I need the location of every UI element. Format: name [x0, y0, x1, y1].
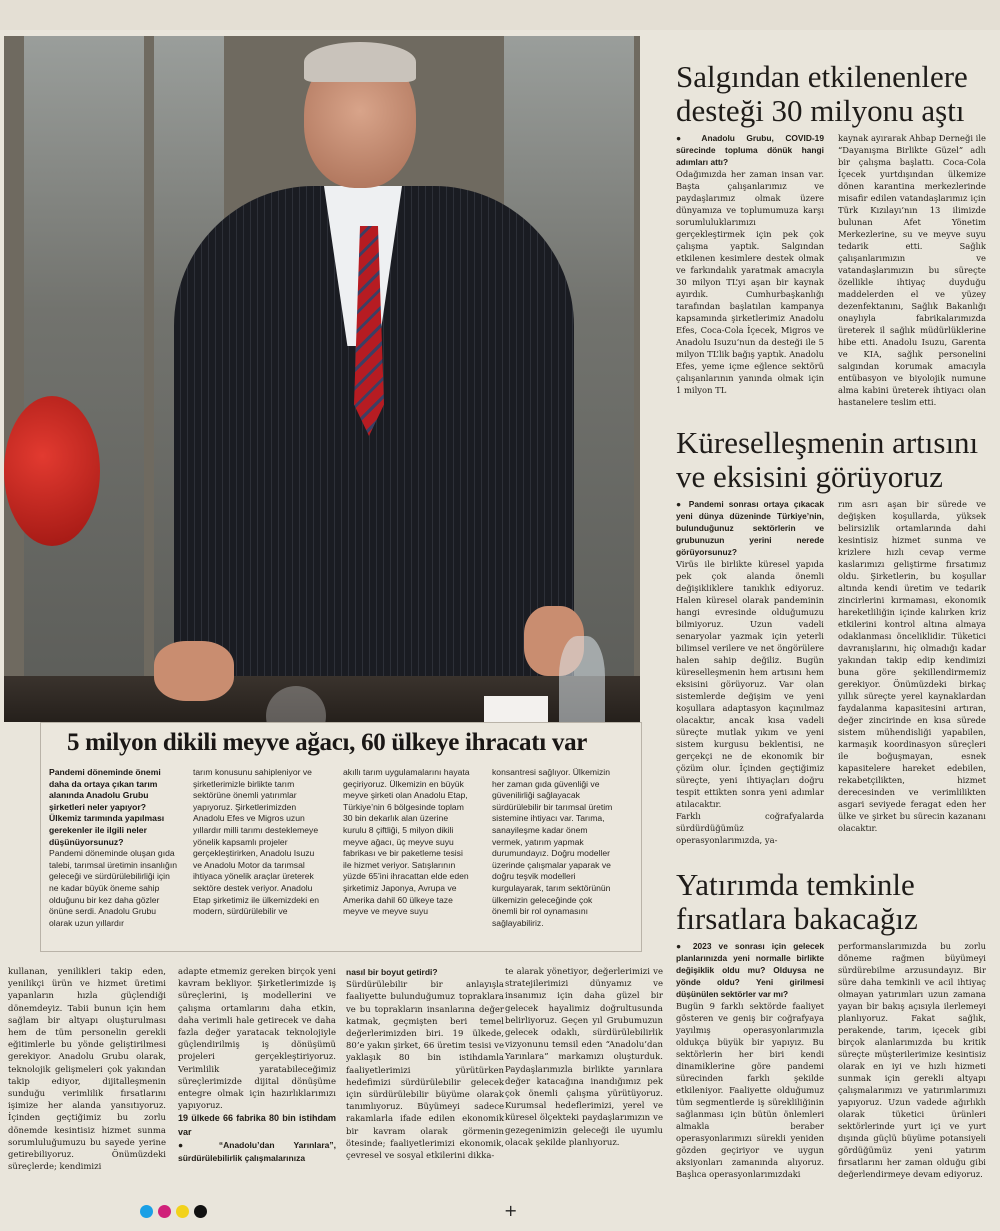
article1-question: ● Anadolu Grubu, COVID-19 sürecinde topluma dönük hangi adımları attı? [676, 133, 824, 167]
bottom-col-4: te alarak yönetiyor, değerlerimizi ve stratejilerimizi dünyamız ve insanımız için daha güzel bir gelecek hayalimiz doğrultusunda belirliyoruz. Geçen yıl Grubumuzun gelecek odaklı, sürdürülebilirlik vizyonunu temsil eden “Anadolu’dan Yarınlara” markamızı oluşturduk. Paydaşlarımızla birlikte yarınlara değer katacağına inandığımız pek çok önemli çalışma yürütüyoruz. Kurumsal hedeflerimizi, yerel ve küresel ölçekteki paydaşlarımızın ve gezegenimizin geleceği ile uyumlu olacak şekilde planlıyoruz. [505, 967, 663, 1148]
article3-col-right: performanslarımızda bu zorlu döneme rağmen büyümeyi sürdürebilme arzusundayız. Bir süre daha temkinli ve acil ihtiyaç olmayan yatırımları uzun zamana yayan bir bakış açısıyla ilerlemeyi planlıyoruz. Fakat sağlık, perakende, tarım, içecek gibi birçok alanlarımızda bu kritik süreçte müşterilerimize kesintisiz olarak en iyi ve hızlı hizmeti sunmak için gerekli altyapı çalışmalarımızı ve yatırımlarımızı yapıyoruz. Uzun vadede ağırlıklı olarak tüketici ürünleri sektörlerinde yurt içi ve yurt dışında güçlü büyüme potansiyeli gördüğümüz yeni yatırım fırsatlarını her zaman olduğu gibi değerlendirmeye devam ediyoruz. [838, 941, 986, 1179]
headline-3: Yatırımda temkinle fırsatlara bakacağız [676, 867, 918, 936]
article2-answer: Virüs ile birlikte küresel yapıda pek çok alanda önemli değişikliklere tanıklık ediyoruz. Halen küresel olarak pandeminin hangi evresinde olduğumuzu bilmiyoruz. Uzun vadeli senaryolar yazmak için yeterli bilimsel verilere ve net öngörülere halen sahip değiliz. Bugün küreselleşmenin hem artısını hem eksisini görüyoruz. Var olan sistemlerde değişim ve yeni koşullara adaptasyon kaçınılmaz olacaktır, ancak kısa vadeli süreçte mutlak yıkım ve yeni sistem kurgusu beklentisi, ne gerçekçi ne de ekonomik bir çözüm olur. İçinden geçtiğimiz süreçte, yeni ihtiyaçları doğru tespit ettikten sonra yeni adımlar atılacaktır. [676, 559, 824, 809]
red-decoration [4, 396, 100, 546]
box-question: Pandemi döneminde önemi daha da ortaya çıkan tarım alanında Anadolu Grubu şirketleri neler yapıyor? Ülkemiz tarımında yapılması gerekenler ile ilgili neler düşünüyorsunuz? [49, 767, 165, 847]
article2-question: ● Pandemi sonrası ortaya çıkacak yeni dünya düzeninde Türkiye’nin, bulunduğunuz sektörlerin ve grubunuzun yerini nerede görüyorsunuz? [676, 499, 824, 557]
article3-col-left [676, 940, 824, 1180]
bottom-col-2 [178, 966, 336, 1165]
headline-1: Salgından etkilenenlere desteği 30 milyonu aştı [676, 59, 968, 128]
bottom-question: ● “Anadolu’dan Yarınlara”, sürdürülebilirlik çalışmalarınıza [178, 1139, 336, 1164]
registration-dot-yellow [176, 1205, 189, 1218]
bottom-col-3 [346, 966, 504, 1162]
article2-col-left [676, 498, 824, 846]
headline-2: Küreselleşmenin artısını ve eksisini görüyoruz [676, 425, 979, 494]
article3-answer: Bugün 9 farklı sektörde faaliyet gösteren ve geniş bir coğrafyaya yayılmış operasyonlarımızla oldukça büyük bir yapıyız. Bu sektörlerin her biri kendi dinamiklerine göre pandemi sürecinden farklı şekilde etkileniyor. Faaliyette olduğumuz tüm segmentlerde iş sürekliliğinin sağlanması için bütün önlemleri almakla beraber operasyonlarımızı sürekli yeniden gözden geçiriyor ve uygun aksiyonları zamanında alıyoruz. Başlıca operasyonlarımızdaki [676, 1001, 824, 1179]
registration-cross: + [504, 1201, 518, 1220]
article3-question: ● 2023 ve sonrası için gelecek planlarınızda yeni normalle birlikte değişiklik oldu mu? Olduysa ne yönde oldu? Yeni girilmesi düşünülen sektörler var mı? [676, 941, 824, 999]
article1-answer: Odağımızda her zaman insan var. Başta çalışanlarımız ve paydaşlarımız olmak üzere dünyamıza ve toplumumuza karşı sorumluluklarımızı gerçekleştirmek için pek çok çalışma yaptık. Salgından etkilenen kesimlere destek olmak ve farkındalık yaratmak amacıyla 30 milyon TL’yi aşan bir kaynak ayırdık. Cumhurbaşkanlığı tarafından başlatılan kampanya kapsamında şirketlerimiz Anadolu Efes, Coca-Cola İçecek, Migros ve Anadolu Isuzu’nun da desteği ile 5 milyon TL’lik bağış yaptık. Anadolu Efes, yeme içme eğlence sektörü çalışanlarının yanında olmak için 1 milyon TL [676, 169, 824, 395]
box-column-1 [49, 767, 177, 929]
executive-photo [4, 36, 640, 722]
left-hand [154, 641, 234, 701]
bottom-col-1: kullanan, yenilikleri takip eden, yenilikçi ürün ve hizmet üretimi yapanların hızla güçlendiği dönemdeyiz. Tabii bunun için hem sağlam bir altyapı oluşturulması hem de tüm personelin gerekli eğitimlerle bu yönde geliştirilmesi gerekiyor. Anadolu Grubu olarak, teknolojik gelişmeleri çok yakından takip ediyor, dijitalleşmenin sunduğu verimlilik fırsatlarını işimize her alanda yansıtıyoruz. İçinden geçtiğimiz bu zorlu dönemde kesintisiz hizmet sunma sorumluluğumuzu bu sayede yerine getirebiliyoruz. Önümüzdeki süreçlerde; kendimizi [8, 967, 166, 1173]
box-column-4: konsantresi sağlıyor. Ülkemizin her zaman gıda güvenliği ve güvenilirliği sağlayacak sürdürülebilir bir tarımsal üretim sistemine ihtiyacı var. Tarıma, sanayileşme kadar önem vermek, yatırım yapmak durumundayız. Doğru modeller üzerinde çalışmalar yaparak ve doğru teşvik modelleri kurgulayarak, tarım sektörünün ülkemizin geleceğinde çok önemli bir rol oynamasını sağlayabiliriz. [492, 767, 613, 928]
subheading: 19 ülkede 66 fabrika 80 bin istihdam var [178, 1113, 336, 1137]
registration-dot-black [194, 1205, 207, 1218]
article1-col-left [676, 132, 824, 396]
box-column-2: tarım konusunu sahipleniyor ve şirketlerimizle birlikte tarım sektörüne önemli yatırımlar yapıyoruz. Şirketlerimizden Anadolu Efes ve Migros uzun yıllardır milli tarımı desteklemeye yönelik kapsamlı projeler gerçekleştirirken, Anadolu Isuzu ve Anadolu Motor da tarımsal ihtiyaca yönelik araçlar üreterek sektöre destek veriyor. Anadolu Etap şirketimiz ile ülkemizdeki en modern, sürdürülebilir ve [193, 767, 320, 917]
glass [559, 636, 605, 722]
window-panel [24, 36, 144, 722]
bottom-col-2-text: adapte etmemiz gereken birçok yeni kavram bekliyor. Şirketlerimizde iş süreçlerini, iş modellerini ve çalışma ortamlarını daha etkin, daha verimli hale getirecek ve daha fazla değer yaratacak teknolojiyle güçlendirilmiş iş dönüşümü projeleri gerçekleştiriyoruz. Verimlilik yaratabileceğimiz süreçlerimizde dijital dönüşüme entegre olmak için hazırlıklarımızı yapıyoruz. [178, 967, 336, 1112]
bottom-question-cont: nasıl bir boyut getirdi? [346, 967, 438, 977]
article1-col-right: kaynak ayırarak Ahbap Derneği ile “Dayanışma Birlikte Güzel” adlı bir çalışma başlattı. Coca-Cola İçecek yurtdışından ülkemize dönen karantina merkezlerinde misafir edilen vatandaşlarımız için Türk Kızılayı’nın 13 ilimizde bulunan Afet Yönetim Merkezlerine, su ve meyve suyu tedarik etti. Sağlık çalışanlarımızın ve vatandaşlarımızın bu süreçte özellikle ihtiyaç duyduğu maddelerden el ve yüzey dezenfektanını, Sağlık Bakanlığı onaylıyla fabrikalarımızda üreterek il sağlık müdürlüklerine hibe etti. Anadolu Isuzu, Garenta ve KIA, sağlık personelini salgından korumak amacıyla entübasyon ve biyolojik numune alma kabini üreterek ihtiyacı olan hastanelere teslim etti. [838, 133, 986, 407]
photo-caption-box [40, 722, 642, 952]
registration-dot-cyan [140, 1205, 153, 1218]
box-headline: 5 milyon dikili meyve ağacı, 60 ülkeye ihracatı var [67, 729, 588, 756]
bottom-col-3-text: Sürdürülebilir bir anlayışla faaliyette bulunduğumuz topraklara ve bu toprakların insanlarına değer katmak, geçmişten beri temel değerlerimizden biri. 19 ülkede, 80’e yakın şirket, 66 üretim tesisi ve yaklaşık 80 bin istihdamla faaliyetlerimizi yürütürken hedefimizi sürdürülebilir gelecek için sürdürülebilir büyüme olarak tanımlıyoruz. Büyümeyi sadece rakamlarla ifade edilen ekonomik bir kavram olarak görmenin ötesinde; faaliyetlerimizi ekonomik, çevresel ve sosyal etkilerini dikka- [346, 980, 504, 1162]
hair [304, 42, 416, 82]
box-column-3: akıllı tarım uygulamalarını hayata geçiriyoruz. Ülkemizin en büyük meyve şirketi olan Anadolu Etap, Türkiye’nin 6 bölgesinde toplam 30 bin dekarlık alan üzerine kurulu 8 çiftliği, 5 milyon dikili meyve ağacı, üç meyve suyu fabrikası ve bir paketleme tesisi ile hizmet veriyor. Satışlarının yüzde 65’ini ihracattan elde eden şirketimiz Japonya, Avrupa ve Amerika dahil 60 ülkeye taze meyve ve meyve suyu [343, 767, 470, 917]
box-answer: Pandemi döneminde oluşan gıda talebi, tarımsal üretimin insanlığın geleceği ve sürdürülebilirliği için ne kadar büyük öneme sahip olduğunu bir kez daha gözler önüne serdi. Anadolu Grubu olarak uzun yıllardır [49, 848, 178, 928]
article2-col-right: rım asrı aşan bir sürede ve değişken koşullarda, yüksek belirsizlik ortamlarında dahi kesintisiz hizmet sunma ve krizlere hızlı cevap verme kaslarımızı geliştirme fırsatımız oldu. Şirketlerin, bu koşullar altında kendi üretim ve tedarik zincirlerini kırmaması, ekonomik hareketliliğin içinde kalırken kriz etkilerini kontrol altına almaya odaklanması önceliklidir. Tüketici davranışlarını, hiç olmadığı kadar yakından takip edip kendimizi buna göre şekillendirmemiz gerekiyor. Önümüzdeki birkaç yıllık süreçte yerel kaynaklardan faydalanma kapasitesini artıran, değer zincirinde en kısa sürede sistem mühendisliği yapabilen, karmaşık koordinasyon süreçleri ile boğuşmayan, esnek kapasitelere hareket edebilen, rekabetçilikten, hizmet derecesinden ve verimlilikten asgari seviyede feragat eden her ülke ve şirket bu sürecin kazananı olacaktır. [838, 499, 986, 833]
article2-answer-cont: Farklı coğrafyalarda sürdürdüğümüz operasyonlarımızda, ya- [676, 811, 824, 845]
top-strip [0, 0, 1000, 30]
pen-cup [484, 696, 548, 722]
registration-dot-magenta [158, 1205, 171, 1218]
